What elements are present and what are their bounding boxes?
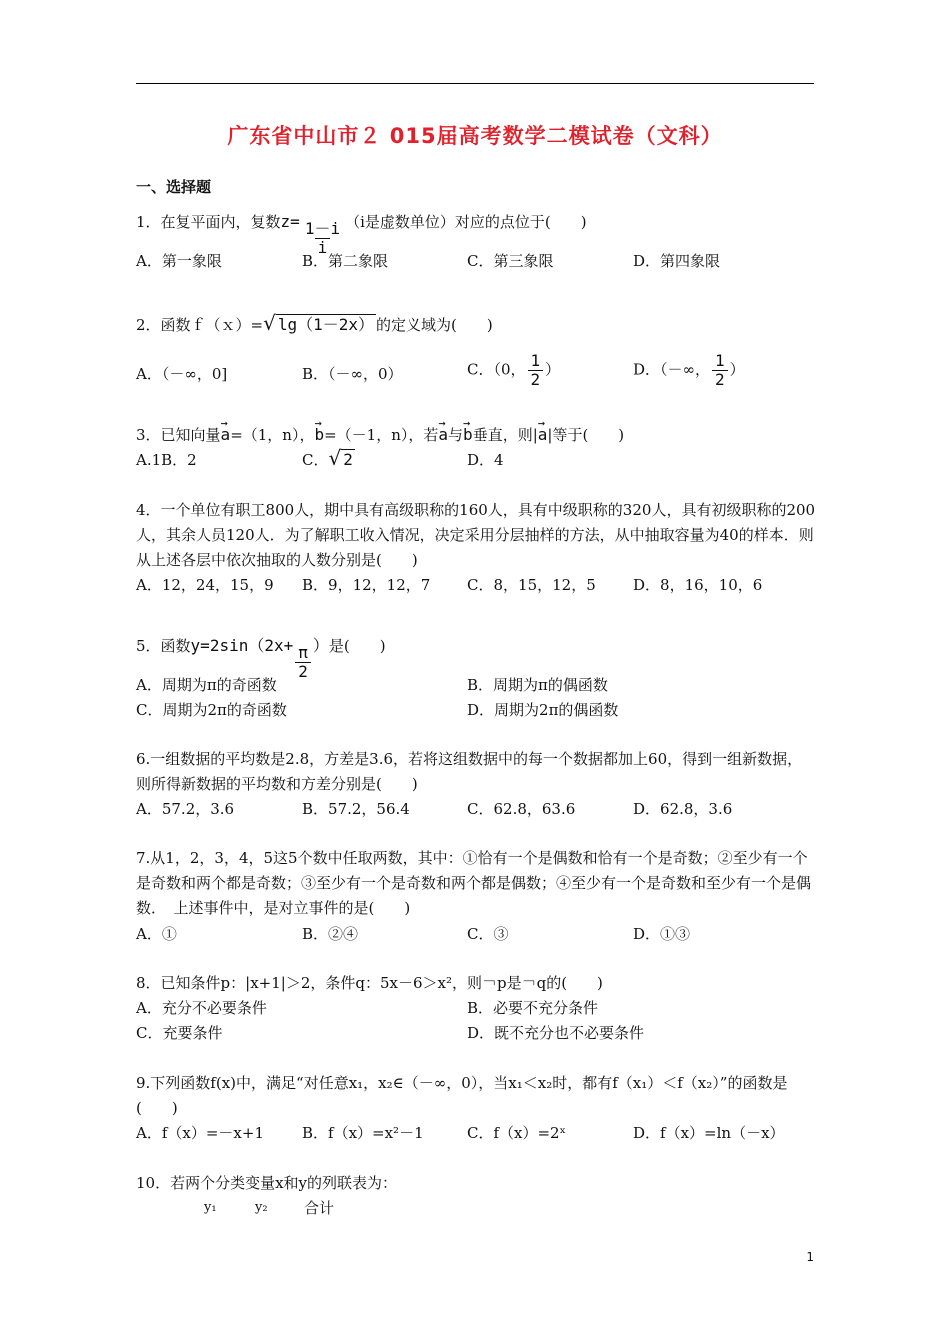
vector-b: → b	[314, 425, 324, 445]
q3-c-radicand: 2	[343, 450, 353, 469]
q6-option-a[interactable]: A．57.2，3.6	[136, 800, 235, 818]
q5-option-a[interactable]: A．周期为π的奇函数	[136, 676, 277, 694]
q5-option-b[interactable]: B．周期为π的偶函数	[467, 676, 608, 694]
q2-c-fraction	[528, 352, 544, 389]
q5-num: π	[298, 643, 308, 662]
sqrt-symbol: √	[328, 446, 342, 470]
header-rule	[136, 83, 814, 84]
q3-tail: |等于( )	[547, 426, 625, 444]
q3-option-ab[interactable]: A.1B．2	[136, 451, 197, 469]
q1-option-a[interactable]: A．第一象限	[136, 252, 222, 270]
q5-stem: 5．函数	[136, 637, 191, 655]
table-header-y2: y₂	[255, 1200, 268, 1215]
q2-c-den: 2	[528, 370, 544, 389]
question-4: 4．一个单位有职工800人，期中具有高级职称的160人，具有中级职称的320人，具有初级职称的200人，其余人员120人．为了解职工收入情况，决定采用分层抽样的方法，从中抽取容量为40的样本．则从上述各层中依次抽取的人数分别是( )	[136, 501, 816, 569]
q5-fraction	[295, 644, 311, 681]
section-heading: 一、选择题	[136, 178, 212, 196]
table-header-y1: y₁	[204, 1200, 217, 1215]
q2-d-den: 2	[712, 370, 728, 389]
q2-c-post: ）	[545, 360, 561, 379]
q2-option-c[interactable]	[467, 352, 560, 389]
q2-option-d[interactable]	[633, 352, 745, 389]
q3-stem: 3．已知向量	[136, 426, 221, 444]
q8-option-a[interactable]: A．充分不必要条件	[136, 999, 267, 1017]
q2-option-b[interactable]: B．（－∞，0）	[302, 365, 403, 383]
q3-c-pre: C．	[302, 451, 329, 469]
question-7: 7.从1，2，3，4，5这5个数中任取两数，其中：①恰有一个是偶数和恰有一个是奇数；②至少有一个是奇数和两个都是奇数；③至少有一个是奇数和两个都是偶数；④至少有一个是奇数和至少有一个是偶数． 上述事件中，是对立事件的是( )	[136, 849, 812, 917]
q2-c-num: 1	[530, 351, 541, 370]
q5-close: ）	[312, 636, 329, 655]
q9-option-a[interactable]: A．f（x）=－x+1	[136, 1124, 264, 1142]
question-6: 6.一组数据的平均数是2.8，方差是3.6，若将这组数据中的每一个数据都加上60，得到一组新数据，则所得新数据的平均数和方差分别是( )	[136, 750, 803, 793]
q1-option-b[interactable]: B．第二象限	[302, 252, 389, 270]
question-10: 10．若两个分类变量x和y的列联表为：	[136, 1174, 398, 1192]
q7-option-a[interactable]: A．①	[136, 925, 177, 943]
q1-z: z=	[280, 212, 300, 231]
q6-option-d[interactable]: D．62.8，3.6	[633, 800, 733, 818]
page-title: 广东省中山市２ 015届高考数学二模试卷（文科）	[227, 124, 723, 148]
q1-option-d[interactable]: D．第四象限	[633, 252, 721, 270]
table-header-total: 合计	[304, 1199, 335, 1217]
q2-stem: 2．函数ｆ（ｘ）=	[136, 316, 264, 334]
q3-mid2: =（－1，n），若	[324, 426, 439, 444]
q5-option-c[interactable]: C．周期为2π的奇函数	[136, 701, 287, 719]
q3-mid1: =（1，n），	[230, 426, 315, 444]
page-number: 1	[806, 1250, 814, 1264]
q4-option-b[interactable]: B．9，12，12，7	[302, 576, 431, 594]
q3-option-d[interactable]: D．4	[467, 451, 504, 469]
question-9: 9.下列函数f(x)中，满足“对任意x₁，x₂∈（－∞，0），当x₁＜x₂时，都有f（x₁）＜f（x₂）”的函数是( )	[136, 1074, 788, 1117]
sqrt-symbol: √	[263, 311, 276, 335]
q1-numerator: 1－i	[304, 219, 341, 238]
q2-d-post: ）	[729, 360, 745, 379]
q1-tail: （i是虚数单位）对应的点位于( )	[345, 213, 587, 231]
question-8: 8．已知条件p：|x+1|＞2，条件q：5x－6＞x²，则￢p是￢q的( )	[136, 974, 603, 992]
q1-denominator: i	[315, 238, 331, 257]
question-2	[136, 313, 493, 335]
q2-d-num: 1	[715, 351, 725, 370]
q6-option-b[interactable]: B．57.2，56.4	[302, 800, 410, 818]
q3-option-c[interactable]	[302, 448, 355, 470]
q1-stem: 1．在复平面内，复数	[136, 213, 281, 231]
q2-radicand: lg（1－2x）	[277, 315, 375, 334]
vector-a-2: → a	[438, 425, 448, 445]
q6-option-c[interactable]: C．62.8，63.6	[467, 800, 576, 818]
q2-c-pre: C．（0，	[467, 360, 526, 379]
question-3	[136, 425, 624, 445]
q8-option-c[interactable]: C．充要条件	[136, 1024, 223, 1042]
vector-a-3: → a	[538, 425, 548, 445]
q9-option-d[interactable]: D．f（x）=ln（－x）	[633, 1124, 785, 1142]
q8-option-b[interactable]: B．必要不充分条件	[467, 999, 599, 1017]
q5-expr: y=2sin（2x+	[190, 636, 294, 655]
q4-option-c[interactable]: C．8，15，12，5	[467, 576, 596, 594]
q4-option-a[interactable]: A．12，24，15，9	[136, 576, 274, 594]
q7-option-c[interactable]: C．③	[467, 925, 509, 943]
q5-den: 2	[295, 662, 311, 681]
q2-option-a[interactable]: A．（－∞，0]	[136, 365, 228, 383]
q3-mid3: 垂直，则|	[472, 426, 538, 444]
q5-tail: 是( )	[328, 637, 386, 655]
q3-and: 与	[448, 426, 464, 444]
q7-option-b[interactable]: B．②④	[302, 925, 359, 943]
q2-d-pre: D．（－∞，	[633, 360, 711, 379]
q2-tail: 的定义域为( )	[376, 316, 493, 334]
q5-option-d[interactable]: D．周期为2π的偶函数	[467, 701, 619, 719]
q2-d-fraction	[712, 352, 728, 389]
q7-option-d[interactable]: D．①③	[633, 925, 691, 943]
q1-option-c[interactable]: C．第三象限	[467, 252, 554, 270]
vector-b-2: → b	[463, 425, 473, 445]
q9-option-b[interactable]: B．f（x）=x²－1	[302, 1124, 424, 1142]
vector-a: → a	[221, 425, 231, 445]
q8-option-d[interactable]: D．既不充分也不必要条件	[467, 1024, 645, 1042]
q4-option-d[interactable]: D．8，16，10，6	[633, 576, 763, 594]
q9-option-c[interactable]: C．f（x）=2ˣ	[467, 1124, 566, 1142]
